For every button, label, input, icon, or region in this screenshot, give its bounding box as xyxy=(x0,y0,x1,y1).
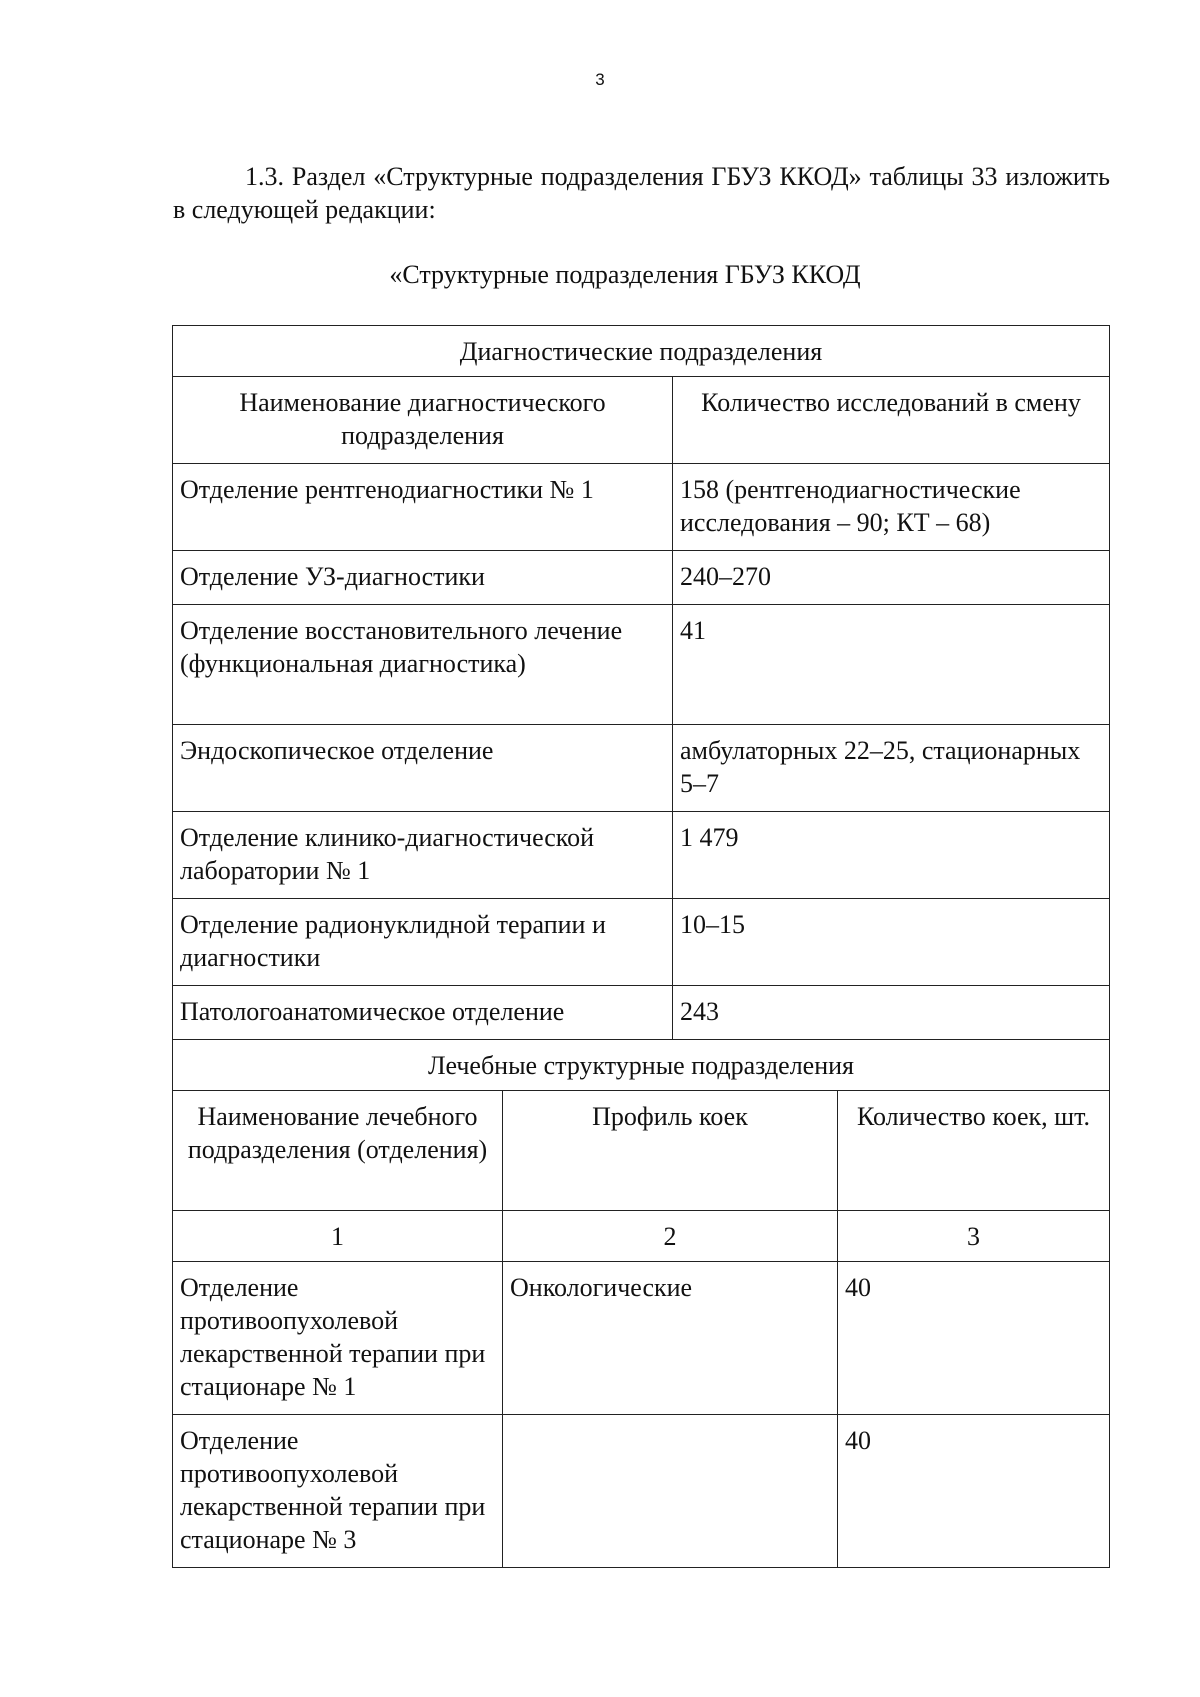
diagnostic-unit-name: Патологоанатомическое отделение xyxy=(173,986,673,1040)
column-number: 1 xyxy=(173,1211,503,1262)
table-title: «Структурные подразделения ГБУЗ ККОД xyxy=(389,260,861,289)
column-number: 3 xyxy=(838,1211,1110,1262)
diagnostic-unit-count: 240–270 xyxy=(673,551,1110,605)
table-row xyxy=(173,986,1110,1040)
treatment-unit-beds: 40 xyxy=(838,1262,1110,1415)
treatment-section-row xyxy=(173,1040,1110,1091)
structural-units-table xyxy=(172,325,1110,1568)
diagnostic-unit-count: амбулаторных 22–25, стационарных 5–7 xyxy=(673,725,1110,812)
diagnostic-header-count: Количество исследований в смену xyxy=(673,377,1110,464)
column-numbers-row xyxy=(173,1211,1110,1262)
treatment-header-profile: Профиль коек xyxy=(503,1091,838,1211)
table-row xyxy=(173,812,1110,899)
table-row xyxy=(173,551,1110,605)
diagnostic-unit-name: Отделение рентгенодиагностики № 1 xyxy=(173,464,673,551)
diagnostic-section-row xyxy=(173,326,1110,377)
table-row xyxy=(173,1262,1110,1415)
diagnostic-header-row xyxy=(173,377,1110,464)
column-number: 2 xyxy=(503,1211,838,1262)
diagnostic-header-name: Наименование диагностического подразделения xyxy=(173,377,673,464)
diagnostic-unit-count: 10–15 xyxy=(673,899,1110,986)
diagnostic-unit-name: Отделение УЗ-диагностики xyxy=(173,551,673,605)
diagnostic-unit-name: Эндоскопическое отделение xyxy=(173,725,673,812)
intro-paragraph: 1.3. Раздел «Структурные подразделения ГБУЗ ККОД» таблицы 33 изложить в следующей редакции: xyxy=(173,162,1110,224)
treatment-unit-name: Отделение противоопухолевой лекарственной терапии при стационаре № 3 xyxy=(173,1415,503,1568)
diagnostic-unit-name: Отделение восстановительного лечение (функциональная диагностика) xyxy=(173,605,673,725)
treatment-unit-profile xyxy=(503,1415,838,1568)
table-row xyxy=(173,605,1110,725)
table-row xyxy=(173,725,1110,812)
diagnostic-unit-count: 158 (рентгенодиагностические исследования – 90; КТ – 68) xyxy=(673,464,1110,551)
diagnostic-section-title: Диагностические подразделения xyxy=(173,326,1110,377)
treatment-section-title: Лечебные структурные подразделения xyxy=(173,1040,1110,1091)
treatment-header-beds: Количество коек, шт. xyxy=(838,1091,1110,1211)
treatment-header-row xyxy=(173,1091,1110,1211)
table-row xyxy=(173,464,1110,551)
treatment-unit-name: Отделение противоопухолевой лекарственной терапии при стационаре № 1 xyxy=(173,1262,503,1415)
diagnostic-unit-count: 41 xyxy=(673,605,1110,725)
table-row xyxy=(173,1415,1110,1568)
diagnostic-unit-count: 1 479 xyxy=(673,812,1110,899)
page-number: 3 xyxy=(595,70,605,89)
treatment-unit-profile: Онкологические xyxy=(503,1262,838,1415)
treatment-header-name: Наименование лечебного подразделения (отделения) xyxy=(173,1091,503,1211)
diagnostic-unit-name: Отделение радионуклидной терапии и диагностики xyxy=(173,899,673,986)
diagnostic-unit-name: Отделение клинико-диагностической лаборатории № 1 xyxy=(173,812,673,899)
diagnostic-unit-count: 243 xyxy=(673,986,1110,1040)
treatment-unit-beds: 40 xyxy=(838,1415,1110,1568)
table-row xyxy=(173,899,1110,986)
